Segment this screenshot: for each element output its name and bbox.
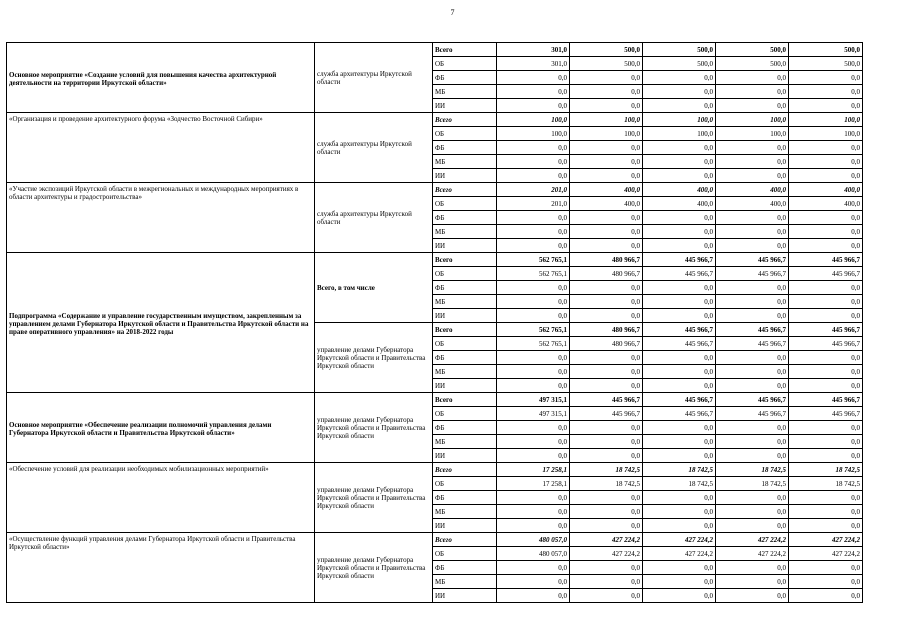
amount-cell: 400,0 (716, 183, 789, 197)
funding-source-cell: ИИ (433, 589, 497, 603)
amount-cell: 18 742,5 (643, 477, 716, 491)
amount-cell: 445 966,7 (789, 253, 863, 267)
amount-cell: 0,0 (497, 575, 570, 589)
amount-cell: 500,0 (643, 43, 716, 57)
amount-cell: 0,0 (570, 309, 643, 323)
amount-cell: 445 966,7 (570, 393, 643, 407)
executor-cell: управление делами Губернатора Иркутской области и Правительства Иркутской области (315, 463, 433, 533)
amount-cell: 400,0 (789, 183, 863, 197)
amount-cell: 0,0 (789, 99, 863, 113)
amount-cell: 427 224,2 (643, 547, 716, 561)
executor-cell: служба архитектуры Иркутской области (315, 113, 433, 183)
amount-cell: 17 258,1 (497, 463, 570, 477)
amount-cell: 0,0 (716, 519, 789, 533)
amount-cell: 0,0 (570, 155, 643, 169)
amount-cell: 0,0 (643, 561, 716, 575)
amount-cell: 445 966,7 (789, 323, 863, 337)
amount-cell: 562 765,1 (497, 337, 570, 351)
amount-cell: 0,0 (643, 99, 716, 113)
amount-cell: 427 224,2 (716, 533, 789, 547)
funding-source-cell: ИИ (433, 309, 497, 323)
amount-cell: 0,0 (643, 141, 716, 155)
amount-cell: 0,0 (570, 71, 643, 85)
amount-cell: 0,0 (570, 561, 643, 575)
amount-cell: 427 224,2 (570, 533, 643, 547)
amount-cell: 18 742,5 (570, 463, 643, 477)
amount-cell: 0,0 (716, 365, 789, 379)
amount-cell: 0,0 (570, 519, 643, 533)
amount-cell: 100,0 (643, 113, 716, 127)
amount-cell: 0,0 (716, 309, 789, 323)
amount-cell: 0,0 (716, 379, 789, 393)
amount-cell: 0,0 (497, 435, 570, 449)
amount-cell: 0,0 (789, 519, 863, 533)
amount-cell: 0,0 (643, 211, 716, 225)
amount-cell: 0,0 (497, 71, 570, 85)
amount-cell: 0,0 (497, 85, 570, 99)
amount-cell: 0,0 (789, 169, 863, 183)
executor-cell: служба архитектуры Иркутской области (315, 43, 433, 113)
amount-cell: 445 966,7 (643, 407, 716, 421)
amount-cell: 500,0 (570, 43, 643, 57)
program-name-cell: Основное мероприятие «Обеспечение реализации полномочий управления делами Губернатора Иркутской области и Правительства Иркутской области» (7, 393, 315, 463)
funding-source-cell: ФБ (433, 421, 497, 435)
amount-cell: 427 224,2 (570, 547, 643, 561)
amount-cell: 0,0 (643, 519, 716, 533)
funding-source-cell: ФБ (433, 141, 497, 155)
amount-cell: 0,0 (570, 575, 643, 589)
amount-cell: 0,0 (643, 575, 716, 589)
amount-cell: 0,0 (497, 155, 570, 169)
amount-cell: 301,0 (497, 43, 570, 57)
amount-cell: 0,0 (716, 575, 789, 589)
amount-cell: 400,0 (570, 197, 643, 211)
amount-cell: 0,0 (497, 589, 570, 603)
amount-cell: 0,0 (789, 239, 863, 253)
amount-cell: 0,0 (716, 491, 789, 505)
amount-cell: 0,0 (789, 309, 863, 323)
amount-cell: 0,0 (643, 169, 716, 183)
amount-cell: 0,0 (497, 449, 570, 463)
amount-cell: 400,0 (789, 197, 863, 211)
amount-cell: 445 966,7 (716, 337, 789, 351)
amount-cell: 0,0 (716, 281, 789, 295)
amount-cell: 0,0 (716, 141, 789, 155)
table-row-total (7, 43, 863, 57)
amount-cell: 0,0 (716, 295, 789, 309)
executor-cell: управление делами Губернатора Иркутской области и Правительства Иркутской области (315, 533, 433, 603)
amount-cell: 0,0 (789, 589, 863, 603)
amount-cell: 0,0 (570, 99, 643, 113)
funding-source-cell: ОБ (433, 57, 497, 71)
funding-source-cell: МБ (433, 295, 497, 309)
amount-cell: 0,0 (643, 225, 716, 239)
table-row-total (7, 533, 863, 547)
funding-source-cell: Всего (433, 393, 497, 407)
amount-cell: 0,0 (570, 435, 643, 449)
funding-source-cell: ОБ (433, 127, 497, 141)
amount-cell: 0,0 (497, 351, 570, 365)
amount-cell: 445 966,7 (716, 267, 789, 281)
amount-cell: 400,0 (570, 183, 643, 197)
funding-source-cell: Всего (433, 113, 497, 127)
amount-cell: 0,0 (789, 505, 863, 519)
amount-cell: 445 966,7 (716, 253, 789, 267)
amount-cell: 0,0 (789, 141, 863, 155)
funding-source-cell: ОБ (433, 547, 497, 561)
amount-cell: 480 966,7 (570, 323, 643, 337)
amount-cell: 0,0 (497, 295, 570, 309)
program-name-cell: «Участие экспозиций Иркутской области в межрегиональных и международных мероприятиях в области архитектуры и градостроительства» (7, 183, 315, 253)
amount-cell: 427 224,2 (716, 547, 789, 561)
amount-cell: 500,0 (570, 57, 643, 71)
amount-cell: 480 057,0 (497, 533, 570, 547)
amount-cell: 0,0 (570, 211, 643, 225)
amount-cell: 0,0 (716, 449, 789, 463)
program-name-cell: «Организация и проведение архитектурного форума «Зодчество Восточной Сибири» (7, 113, 315, 183)
amount-cell: 445 966,7 (789, 407, 863, 421)
amount-cell: 0,0 (570, 295, 643, 309)
program-name-cell: Подпрограмма «Содержание и управление государственным имуществом, закрепленным за управлением делами Губернатора Иркутской области и Правительства Иркутской области на праве оперативного управления» на 2018-2022 годы (7, 253, 315, 393)
table-row-total (7, 253, 863, 267)
funding-source-cell: ИИ (433, 99, 497, 113)
amount-cell: 18 742,5 (570, 477, 643, 491)
amount-cell: 100,0 (570, 127, 643, 141)
amount-cell: 445 966,7 (789, 267, 863, 281)
amount-cell: 0,0 (497, 99, 570, 113)
amount-cell: 0,0 (789, 85, 863, 99)
amount-cell: 18 742,5 (789, 477, 863, 491)
amount-cell: 445 966,7 (716, 323, 789, 337)
amount-cell: 0,0 (570, 225, 643, 239)
amount-cell: 0,0 (716, 421, 789, 435)
amount-cell: 0,0 (643, 351, 716, 365)
funding-source-cell: МБ (433, 575, 497, 589)
amount-cell: 0,0 (497, 211, 570, 225)
funding-source-cell: ОБ (433, 477, 497, 491)
amount-cell: 0,0 (789, 225, 863, 239)
funding-source-cell: МБ (433, 435, 497, 449)
amount-cell: 0,0 (497, 309, 570, 323)
amount-cell: 100,0 (789, 127, 863, 141)
funding-source-cell: ФБ (433, 351, 497, 365)
funding-source-cell: ИИ (433, 449, 497, 463)
amount-cell: 427 224,2 (643, 533, 716, 547)
amount-cell: 0,0 (716, 505, 789, 519)
amount-cell: 445 966,7 (789, 393, 863, 407)
amount-cell: 0,0 (570, 449, 643, 463)
funding-source-cell: ФБ (433, 491, 497, 505)
amount-cell: 480 966,7 (570, 267, 643, 281)
amount-cell: 0,0 (570, 589, 643, 603)
amount-cell: 0,0 (497, 491, 570, 505)
amount-cell: 500,0 (716, 43, 789, 57)
amount-cell: 0,0 (643, 365, 716, 379)
amount-cell: 0,0 (570, 85, 643, 99)
amount-cell: 445 966,7 (643, 393, 716, 407)
amount-cell: 0,0 (643, 491, 716, 505)
amount-cell: 427 224,2 (789, 547, 863, 561)
funding-source-cell: ОБ (433, 267, 497, 281)
amount-cell: 0,0 (570, 505, 643, 519)
amount-cell: 0,0 (643, 449, 716, 463)
amount-cell: 0,0 (570, 169, 643, 183)
amount-cell: 562 765,1 (497, 253, 570, 267)
funding-source-cell: МБ (433, 365, 497, 379)
funding-source-cell: ФБ (433, 281, 497, 295)
amount-cell: 0,0 (643, 505, 716, 519)
amount-cell: 0,0 (789, 211, 863, 225)
amount-cell: 0,0 (789, 155, 863, 169)
funding-source-cell: МБ (433, 225, 497, 239)
amount-cell: 562 765,1 (497, 267, 570, 281)
amount-cell: 0,0 (789, 421, 863, 435)
budget-table (6, 42, 863, 603)
amount-cell: 0,0 (497, 519, 570, 533)
amount-cell: 0,0 (497, 225, 570, 239)
funding-source-cell: ОБ (433, 337, 497, 351)
funding-source-cell: Всего (433, 183, 497, 197)
amount-cell: 0,0 (643, 379, 716, 393)
amount-cell: 0,0 (716, 239, 789, 253)
page-number: 7 (450, 8, 455, 17)
amount-cell: 0,0 (789, 351, 863, 365)
amount-cell: 400,0 (716, 197, 789, 211)
amount-cell: 0,0 (789, 379, 863, 393)
amount-cell: 0,0 (497, 379, 570, 393)
amount-cell: 400,0 (643, 183, 716, 197)
amount-cell: 400,0 (643, 197, 716, 211)
amount-cell: 0,0 (570, 281, 643, 295)
amount-cell: 0,0 (716, 169, 789, 183)
amount-cell: 480 966,7 (570, 337, 643, 351)
amount-cell: 0,0 (716, 435, 789, 449)
funding-source-cell: ИИ (433, 239, 497, 253)
amount-cell: 445 966,7 (643, 337, 716, 351)
table-row-total (7, 183, 863, 197)
amount-cell: 0,0 (497, 365, 570, 379)
amount-cell: 445 966,7 (643, 323, 716, 337)
funding-source-cell: Всего (433, 253, 497, 267)
amount-cell: 17 258,1 (497, 477, 570, 491)
amount-cell: 0,0 (497, 505, 570, 519)
amount-cell: 445 966,7 (789, 337, 863, 351)
table-row-total (7, 463, 863, 477)
amount-cell: 480 057,0 (497, 547, 570, 561)
amount-cell: 445 966,7 (716, 407, 789, 421)
amount-cell: 0,0 (643, 309, 716, 323)
executor-cell: управление делами Губернатора Иркутской области и Правительства Иркутской области (315, 323, 433, 393)
amount-cell: 0,0 (716, 155, 789, 169)
amount-cell: 0,0 (716, 85, 789, 99)
amount-cell: 0,0 (497, 281, 570, 295)
funding-source-cell: Всего (433, 463, 497, 477)
funding-source-cell: Всего (433, 43, 497, 57)
amount-cell: 0,0 (570, 421, 643, 435)
funding-source-cell: ИИ (433, 519, 497, 533)
amount-cell: 0,0 (570, 379, 643, 393)
amount-cell: 0,0 (789, 491, 863, 505)
amount-cell: 445 966,7 (570, 407, 643, 421)
table-body (7, 43, 863, 603)
amount-cell: 0,0 (789, 435, 863, 449)
amount-cell: 0,0 (643, 435, 716, 449)
amount-cell: 0,0 (716, 99, 789, 113)
amount-cell: 0,0 (570, 491, 643, 505)
amount-cell: 427 224,2 (789, 533, 863, 547)
funding-source-cell: ФБ (433, 211, 497, 225)
amount-cell: 0,0 (570, 239, 643, 253)
amount-cell: 0,0 (570, 351, 643, 365)
amount-cell: 0,0 (497, 561, 570, 575)
amount-cell: 0,0 (789, 561, 863, 575)
amount-cell: 201,0 (497, 183, 570, 197)
amount-cell: 0,0 (716, 561, 789, 575)
amount-cell: 18 742,5 (716, 463, 789, 477)
funding-source-cell: Всего (433, 533, 497, 547)
executor-cell: управление делами Губернатора Иркутской области и Правительства Иркутской области (315, 393, 433, 463)
amount-cell: 0,0 (643, 155, 716, 169)
table-row-total (7, 393, 863, 407)
amount-cell: 100,0 (643, 127, 716, 141)
amount-cell: 445 966,7 (716, 393, 789, 407)
funding-source-cell: ОБ (433, 197, 497, 211)
amount-cell: 18 742,5 (716, 477, 789, 491)
amount-cell: 500,0 (643, 57, 716, 71)
amount-cell: 0,0 (789, 281, 863, 295)
funding-source-cell: ФБ (433, 71, 497, 85)
funding-source-cell: МБ (433, 505, 497, 519)
amount-cell: 18 742,5 (789, 463, 863, 477)
executor-cell: служба архитектуры Иркутской области (315, 183, 433, 253)
program-name-cell: «Осуществление функций управления делами Губернатора Иркутской области и Правительства Иркутской области» (7, 533, 315, 603)
amount-cell: 100,0 (497, 113, 570, 127)
amount-cell: 0,0 (643, 295, 716, 309)
funding-source-cell: Всего (433, 323, 497, 337)
amount-cell: 0,0 (789, 71, 863, 85)
amount-cell: 0,0 (497, 239, 570, 253)
amount-cell: 562 765,1 (497, 323, 570, 337)
amount-cell: 500,0 (789, 57, 863, 71)
amount-cell: 0,0 (643, 85, 716, 99)
amount-cell: 0,0 (716, 211, 789, 225)
amount-cell: 100,0 (716, 127, 789, 141)
amount-cell: 480 966,7 (570, 253, 643, 267)
funding-source-cell: МБ (433, 85, 497, 99)
amount-cell: 0,0 (643, 71, 716, 85)
amount-cell: 18 742,5 (643, 463, 716, 477)
amount-cell: 497 315,1 (497, 393, 570, 407)
amount-cell: 0,0 (716, 71, 789, 85)
amount-cell: 445 966,7 (643, 253, 716, 267)
amount-cell: 445 966,7 (643, 267, 716, 281)
amount-cell: 0,0 (716, 351, 789, 365)
amount-cell: 0,0 (643, 421, 716, 435)
amount-cell: 100,0 (716, 113, 789, 127)
amount-cell: 500,0 (789, 43, 863, 57)
amount-cell: 0,0 (497, 421, 570, 435)
amount-cell: 0,0 (497, 141, 570, 155)
amount-cell: 500,0 (716, 57, 789, 71)
amount-cell: 100,0 (789, 113, 863, 127)
amount-cell: 497 315,1 (497, 407, 570, 421)
amount-cell: 0,0 (643, 589, 716, 603)
amount-cell: 0,0 (716, 225, 789, 239)
funding-source-cell: ФБ (433, 561, 497, 575)
amount-cell: 0,0 (789, 575, 863, 589)
amount-cell: 0,0 (789, 365, 863, 379)
amount-cell: 100,0 (497, 127, 570, 141)
program-name-cell: Основное мероприятие «Создание условий для повышения качества архитектурной деятельности на территории Иркутской области» (7, 43, 315, 113)
amount-cell: 0,0 (789, 295, 863, 309)
amount-cell: 0,0 (643, 281, 716, 295)
table-row-total (7, 113, 863, 127)
amount-cell: 0,0 (716, 589, 789, 603)
amount-cell: 0,0 (570, 141, 643, 155)
amount-cell: 100,0 (570, 113, 643, 127)
amount-cell: 201,0 (497, 197, 570, 211)
funding-source-cell: ОБ (433, 407, 497, 421)
funding-source-cell: ИИ (433, 379, 497, 393)
funding-source-cell: МБ (433, 155, 497, 169)
amount-cell: 0,0 (497, 169, 570, 183)
amount-cell: 0,0 (570, 365, 643, 379)
program-name-cell: «Обеспечение условий для реализации необходимых мобилизационных мероприятий» (7, 463, 315, 533)
funding-source-cell: ИИ (433, 169, 497, 183)
amount-cell: 0,0 (643, 239, 716, 253)
amount-cell: 301,0 (497, 57, 570, 71)
amount-cell: 0,0 (789, 449, 863, 463)
executor-cell: Всего, в том числе (315, 253, 433, 323)
